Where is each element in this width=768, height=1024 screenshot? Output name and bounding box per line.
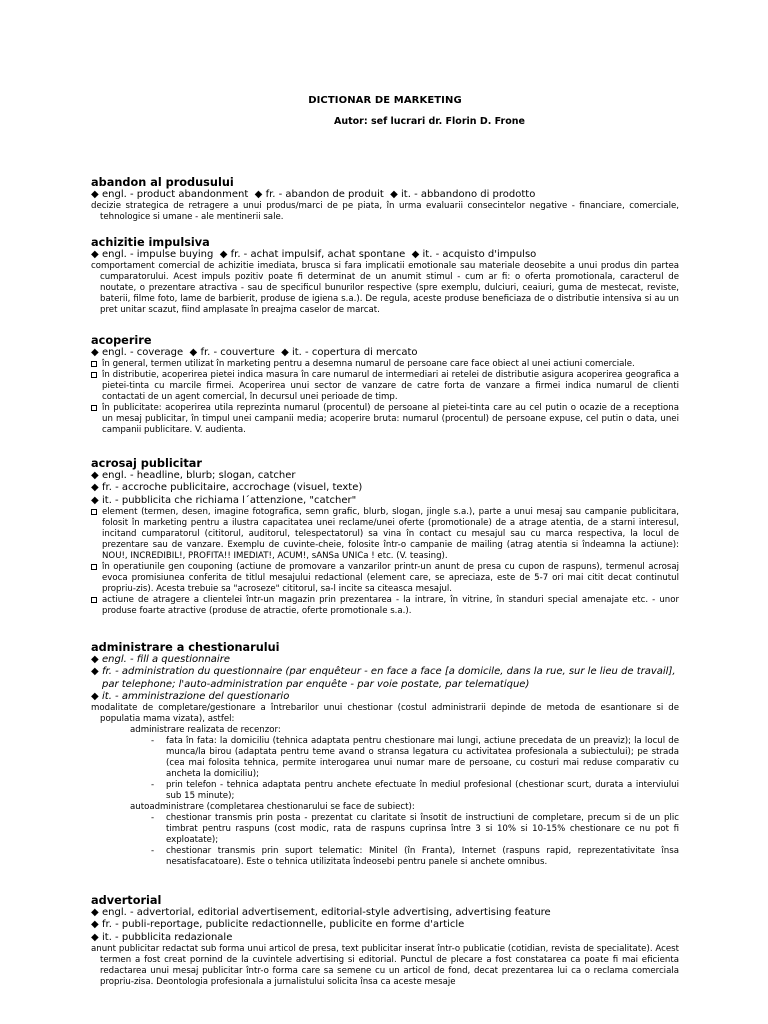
list-item: - prin telefon - tehnica adaptata pentru anchete efectuate în mediul profesional (chestionar scurt, durata a interviului sub 15 minute); <box>151 780 679 802</box>
diamond-bullet-icon: ◆ <box>91 347 99 358</box>
document-title: DICTIONAR DE MARKETING <box>308 95 462 106</box>
list-item: - chestionar transmis prin posta - prezentat cu claritate si însotit de instructiuni de completare, precum si de un plic timbrat pentru raspuns (cost modic, rata de raspuns cuprinsa între 3 si 10% si 10-15% chestionare ce nu pot fi exploatate); <box>151 813 679 846</box>
list-item: în publicitate: acoperirea utila reprezinta numarul (procentul) de persoane al pietei-tinta care au cel putin o ocazie de a receptiona un mesaj publicitar, în timpul unei campanii media; acoperire bruta: numarul (procentul) de persoane expuse, cel putin o data, unei campanii publicitare. V. audienta. <box>91 403 679 436</box>
list-item: element (termen, desen, imagine fotografica, semn grafic, blurb, slogan, jingle s.a.), parte a unui mesaj sau campanie publicitara, folosit în marketing pentru a ilustra capacitatea unei reclame/unei oferte (promotionale) de a atrage atentia, de a starni interesul, incitand cumparatorul (cititorul, auditorul, telespectatorul) sa vina în contact cu mesajul sau cu marca respectiva, la locul de prezentare sau de vanzare. Exemplu de cuvinte-cheie, folosite într-o campanie de mailing (atrag atentia si îndeamna la actiune): NOU!, INCREDIBIL!, PROFITA!! IMEDIAT!, ACUM!, sANSa UNICa ! etc. (V. teasing). <box>91 507 679 562</box>
diamond-bullet-icon: ◆ <box>91 919 99 931</box>
dash-bullet-icon: - <box>151 736 155 747</box>
diamond-bullet-icon: ◆ <box>277 347 292 358</box>
list-item: în distributie, acoperirea pietei indica masura în care numarul de intermediari ai retelei de distributie asigura acoperirea geografica a pietei-tinta cu marcile firmei. Acoperirea unui sector de vanzare de catre forta de vanzare a firmei indica numarul de clienti contactati de un agent comercial, în decursul unei perioade de timp. <box>91 370 679 403</box>
entry-term: advertorial <box>91 894 162 907</box>
diamond-bullet-icon: ◆ <box>186 347 201 358</box>
translation-line: ◆ fr. - administration du questionnaire (par enquêteur - en face a face [a domicile, dans la rue, sur le lieu de travail], par telephone; l'auto-administration par enquête - par voie postate, par telematique) <box>91 666 676 690</box>
group-label: administrare realizata de recenzor: <box>130 725 281 736</box>
dash-bullet-icon: - <box>151 846 155 857</box>
checkbox-bullet-icon <box>91 372 97 378</box>
document-author: Autor: sef lucrari dr. Florin D. Frone <box>334 116 525 127</box>
entry-term: abandon al produsului <box>91 176 234 189</box>
diamond-bullet-icon: ◆ <box>91 666 99 678</box>
translation-line: ◆ engl. - impulse buying ◆ fr. - achat impulsif, achat spontane ◆ it. - acquisto d'impulso <box>91 249 537 260</box>
translation-line: ◆ fr. - accroche publicitaire, accrochage (visuel, texte) <box>91 482 363 494</box>
checkbox-bullet-icon <box>91 405 97 411</box>
diamond-bullet-icon: ◆ <box>91 482 99 494</box>
translation-line: ◆ fr. - publi-reportage, publicite redactionnelle, publicite en forme d'article <box>91 919 465 931</box>
checkbox-bullet-icon <box>91 509 97 515</box>
translation-line: ◆ engl. - advertorial, editorial advertisement, editorial-style advertising, advertising feature <box>91 907 551 918</box>
entry-advertorial <box>91 894 679 988</box>
entry-definition: modalitate de completare/gestionare a întrebarilor unui chestionar (costul administrarii depinde de metoda de esantionare si de populatia mama vizata), astfel: <box>91 703 679 725</box>
entry-term: administrare a chestionarului <box>91 641 280 654</box>
translation-line: ◆ engl. - product abandonment ◆ fr. - abandon de produit ◆ it. - abbandono di prodotto <box>91 189 536 200</box>
entry-abandon <box>91 176 679 223</box>
translation-line: ◆ it. - pubblicita che richiama l´attenzione, "catcher" <box>91 494 357 506</box>
translation-line: ◆ engl. - fill a questionnaire <box>91 654 230 665</box>
diamond-bullet-icon: ◆ <box>91 470 99 481</box>
checkbox-bullet-icon <box>91 564 97 570</box>
diamond-bullet-icon: ◆ <box>91 907 99 918</box>
entry-acoperire <box>91 334 679 436</box>
dash-bullet-icon: - <box>151 780 155 791</box>
translation-line: ◆ it. - amministrazione del questionario <box>91 690 290 702</box>
translation-line: ◆ engl. - headline, blurb; slogan, catcher <box>91 470 296 481</box>
entry-term: acoperire <box>91 334 152 347</box>
list-item: în operatiunile gen couponing (actiune de promovare a vanzarilor printr-un anunt de presa cu cupon de raspuns), termenul acrosaj evoca promisiunea conferita de titlul mesajului redactional (element care, se apreciaza, este de 5-7 ori mai citit decat continutul propriu-zis). Acesta trebuie sa "acroseze" cititorul, sa-l incite sa citeasca mesajul. <box>91 562 679 595</box>
diamond-bullet-icon: ◆ <box>91 189 99 200</box>
diamond-bullet-icon: ◆ <box>408 249 423 260</box>
entry-achizitie <box>91 236 679 316</box>
diamond-bullet-icon: ◆ <box>251 189 266 200</box>
entry-administrare <box>91 641 679 868</box>
diamond-bullet-icon: ◆ <box>216 249 231 260</box>
diamond-bullet-icon: ◆ <box>91 494 99 506</box>
diamond-bullet-icon: ◆ <box>386 189 402 200</box>
translation-line: ◆ it. - pubblicita redazionale <box>91 931 233 943</box>
checkbox-bullet-icon <box>91 597 97 603</box>
list-item: - chestionar transmis prin suport telematic: Minitel (în Franta), Internet (raspuns rapid, reprezentativitate însa nesatisfacatoare). Este o tehnica utilizitata îndeosebi pentru panele si anchete omnibus. <box>151 846 679 868</box>
diamond-bullet-icon: ◆ <box>91 690 99 702</box>
checkbox-bullet-icon <box>91 361 97 367</box>
diamond-bullet-icon: ◆ <box>91 931 99 943</box>
entry-term: acrosaj publicitar <box>91 457 202 470</box>
entry-definition: anunt publicitar redactat sub forma unui articol de presa, text publicitar inserat într-o publicatie (cotidian, revista de specialitate). Acest termen a fost creat pornind de la cuvintele advertising si editorial. Punctul de plecare a fost constatarea ca poate fi mai eficienta redactarea unui mesaj publicitar într-o forma care sa semene cu un articol de fond, decat prezentarea lui ca o reclama comerciala propriu-zisa. Deontologia profesionala a jurnalistului solicita însa ca aceste mesaje <box>91 943 679 987</box>
entry-term: achizitie impulsiva <box>91 236 210 249</box>
entry-definition: comportament comercial de achizitie imediata, brusca si fara implicatii emotionale sau materiale deosebite a unui produs din partea cumparatorului. Acest impuls pozitiv poate fi determinat de un anumit stimul - cum ar fi: o oferta promotionala, caracterul de noutate, o prezentare atractiva - sau de specificul bunurilor respective (spre exemplu, dulciuri, ceaiuri, guma de mestecat, reviste, baterii, filme foto, lame de barbierit, produse de igiena s.a.). De regula, aceste produse beneficiaza de o distributie intensiva si au un pret unitar scazut, fiind amplasate în preajma caselor de marcat. <box>91 261 679 316</box>
entry-acrosaj <box>91 457 679 617</box>
diamond-bullet-icon: ◆ <box>91 654 99 665</box>
group-label: autoadministrare (completarea chestionarului se face de subiect): <box>130 802 415 813</box>
translation-line: ◆ engl. - coverage ◆ fr. - couverture ◆ it. - copertura di mercato <box>91 347 418 358</box>
entry-definition: decizie strategica de retragere a unui produs/marci de pe piata, în urma evaluarii consecintelor negative - financiare, comerciale, tehnologice si umane - ale mentinerii sale. <box>91 201 679 223</box>
list-item: - fata în fata: la domiciliu (tehnica adaptata pentru chestionare mai lungi, actiune precedata de un preaviz); la locul de munca/la birou (adaptata pentru teme avand o stransa legatura cu activitatea profesionala a subiectului); pe strada (cea mai folosita tehnica, permite interogarea unui numar mare de persoane, cu costuri mai reduse comparativ cu ancheta la domiciliu); <box>151 736 679 780</box>
list-item: în general, termen utilizat în marketing pentru a desemna numarul de persoane care face obiect al unei actiuni comerciale. <box>91 359 679 370</box>
dash-bullet-icon: - <box>151 813 155 824</box>
diamond-bullet-icon: ◆ <box>91 249 99 260</box>
list-item: actiune de atragere a clientelei într-un magazin prin prezentarea - la intrare, în vitrine, în standuri special amenajate etc. - unor produse foarte atractive (produse de atractie, oferte promotionale s.a.). <box>91 595 679 617</box>
